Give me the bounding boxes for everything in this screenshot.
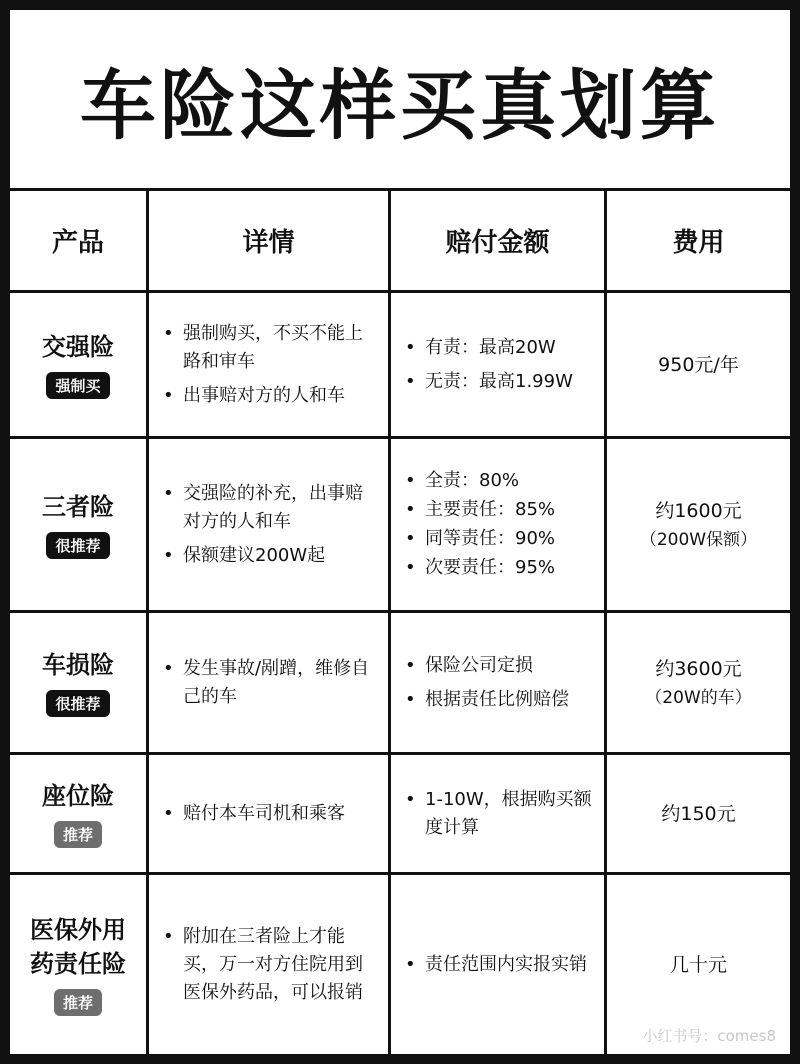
page (10, 10, 790, 1054)
header-details: 详情 (146, 188, 388, 290)
payout-item: • 有责：最高20W (405, 334, 594, 362)
cost-note: （20W的车） (645, 687, 752, 708)
insurance-table (10, 188, 790, 1054)
payout-item: • 责任范围内实报实销 (405, 951, 594, 979)
payout-cell (388, 436, 604, 610)
payout-cell (388, 290, 604, 436)
cost-value: 950元/年 (658, 353, 739, 376)
cost-cell (604, 290, 790, 436)
product-cell (10, 290, 146, 436)
payout-item: • 无责：最高1.99W (405, 368, 594, 396)
cost-cell (604, 436, 790, 610)
cost-value: 约3600元 (655, 657, 742, 680)
header-product: 产品 (10, 188, 146, 290)
payout-cell (388, 752, 604, 872)
details-item: • 发生事故/剐蹭，维修自己的车 (163, 655, 378, 711)
cost-cell (604, 752, 790, 872)
cost-note: （200W保额） (639, 529, 758, 550)
watermark: 小红书号：comes8 (642, 1027, 776, 1045)
product-cell (10, 436, 146, 610)
product-badge: 推荐 (54, 989, 102, 1016)
details-item: • 强制购买，不买不能上路和审车 (163, 320, 378, 376)
payout-item: • 主要责任：85% (405, 496, 594, 524)
details-item: • 保额建议200W起 (163, 542, 378, 570)
payout-item: • 保险公司定损 (405, 652, 594, 680)
payout-item: • 根据责任比例赔偿 (405, 686, 594, 714)
payout-item: • 1-10W，根据购买额度计算 (405, 786, 594, 842)
cost-value: 约150元 (661, 802, 736, 825)
product-badge: 很推荐 (46, 690, 109, 717)
header-payout: 赔付金额 (388, 188, 604, 290)
details-cell (146, 610, 388, 752)
product-cell (10, 610, 146, 752)
product-badge: 很推荐 (46, 532, 109, 559)
details-list (149, 649, 388, 717)
details-item: • 出事赔对方的人和车 (163, 382, 378, 410)
product-name: 交强险 (42, 333, 114, 361)
details-list (149, 794, 388, 834)
details-list (149, 314, 388, 416)
payout-item: • 次要责任：95% (405, 554, 594, 582)
payout-list (391, 646, 604, 720)
details-list (149, 917, 388, 1013)
payout-list (391, 466, 604, 583)
details-cell (146, 290, 388, 436)
page-title: 车险这样买真划算 (80, 60, 720, 150)
payout-cell (388, 872, 604, 1054)
payout-item: • 同等责任：90% (405, 525, 594, 553)
product-cell (10, 872, 146, 1054)
product-badge: 强制买 (46, 372, 109, 399)
product-name: 药责任险 (30, 950, 126, 978)
payout-list (391, 945, 604, 985)
product-name: 三者险 (42, 493, 114, 521)
details-item: • 赔付本车司机和乘客 (163, 800, 378, 828)
cost-cell (604, 610, 790, 752)
header-cost: 费用 (604, 188, 790, 290)
product-badge: 推荐 (54, 821, 102, 848)
product-name: 医保外用 (30, 916, 126, 944)
payout-cell (388, 610, 604, 752)
payout-item: • 全责：80% (405, 467, 594, 495)
cost-value: 约1600元 (655, 499, 742, 522)
details-cell (146, 752, 388, 872)
details-list (149, 474, 388, 576)
product-name: 车损险 (42, 651, 114, 679)
cost-value: 几十元 (669, 953, 727, 976)
payout-list (391, 328, 604, 402)
details-cell (146, 436, 388, 610)
product-name: 座位险 (42, 782, 114, 810)
payout-list (391, 780, 604, 848)
details-cell (146, 872, 388, 1054)
product-cell (10, 752, 146, 872)
details-item: • 交强险的补充，出事赔对方的人和车 (163, 480, 378, 536)
details-item: • 附加在三者险上才能买，万一对方住院用到医保外药品，可以报销 (163, 923, 378, 1007)
